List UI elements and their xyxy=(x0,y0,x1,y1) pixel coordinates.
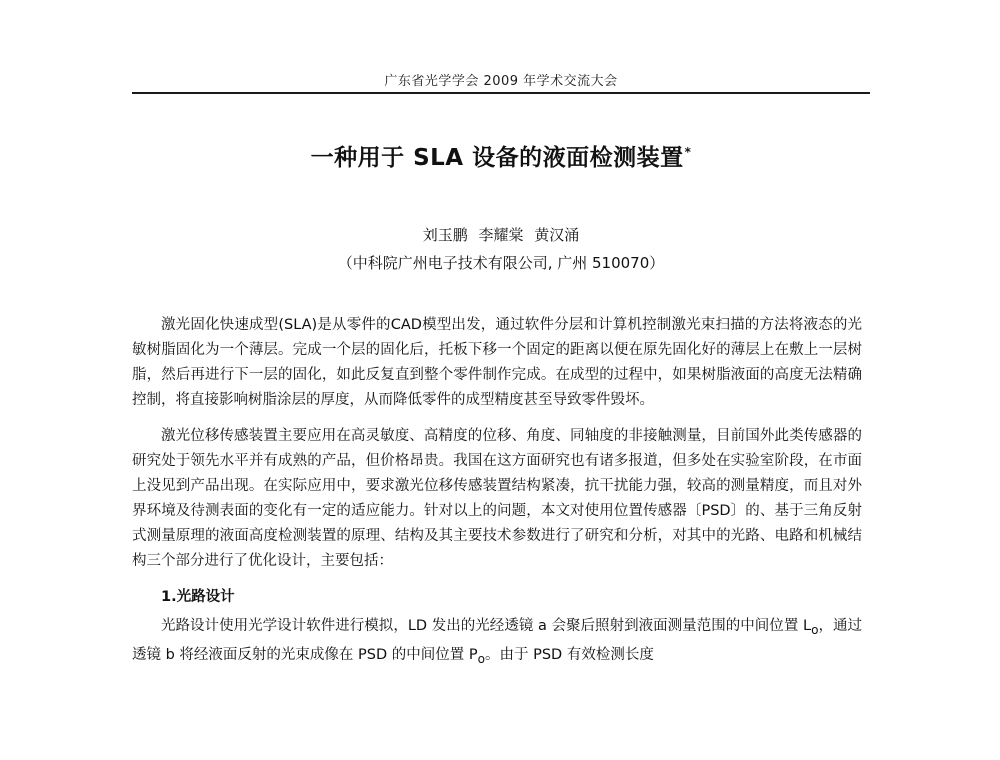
running-header: 广东省光学学会 2009 年学术交流大会 xyxy=(384,74,618,89)
header-rule xyxy=(132,92,870,94)
paper-body xyxy=(132,313,862,683)
paragraph-3-subscript-2: o xyxy=(477,651,485,666)
affiliation: （中科院广州电子技术有限公司, 广州 510070） xyxy=(337,254,665,272)
body-paragraph-2: 激光位移传感装置主要应用在高灵敏度、高精度的位移、角度、同轴度的非接触测量，目前国外此类传感器的研究处于领先水平并有成熟的产品，但价格昂贵。我国在这方面研究也有诸多报道，但多处在实验室阶段，在市面上没见到产品出现。在实际应用中，要求激光位移传感装置结构紧凑，抗干扰能力强，较高的测量精度，而且对外界环境及待测表面的变化有一定的适应能力。针对以上的问题，本文对使用位置传感器〔PSD〕的、基于三角反射式测量原理的液面高度检测装置的原理、结构及其主要技术参数进行了研究和分析，对其中的光路、电路和机械结构三个部分进行了优化设计，主要包括： xyxy=(132,428,862,569)
section-heading-optical-design: 1.光路设计 xyxy=(161,589,235,605)
paper-title xyxy=(132,139,870,172)
body-paragraph-1: 激光固化快速成型(SLA)是从零件的CAD模型出发，通过软件分层和计算机控制激光束扫描的方法将液态的光敏树脂固化为一个薄层。完成一个层的固化后，托板下移一个固定的距离以便在原先固化好的薄层上在敷上一层树脂，然后再进行下一层的固化，如此反复直到整个零件制作完成。在成型的过程中，如果树脂液面的高度无法精确控制，将直接影响树脂涂层的厚度，从而降低零件的成型精度甚至导致零件毁坏。 xyxy=(132,317,862,408)
paragraph-3-part-b: ，通过透镜 b 将经液面反射的光束成像在 PSD 的中间位置 P xyxy=(132,618,863,663)
title-footnote-mark: * xyxy=(684,145,692,160)
paragraph-3-subscript-1: o xyxy=(811,622,819,637)
paragraph-3-part-a: 光路设计使用光学设计软件进行模拟，LD 发出的光经透镜 a 会聚后照射到液面测量范围的中间位置 L xyxy=(161,618,812,634)
paper-title-text: 一种用于 SLA 设备的液面检测装置 xyxy=(310,145,684,171)
paragraph-3-part-c: 。由于 PSD 有效检测长度 xyxy=(485,646,654,663)
body-paragraph-3 xyxy=(132,614,862,672)
authors: 刘玉鹏 李耀棠 黄汉涌 xyxy=(422,226,580,244)
